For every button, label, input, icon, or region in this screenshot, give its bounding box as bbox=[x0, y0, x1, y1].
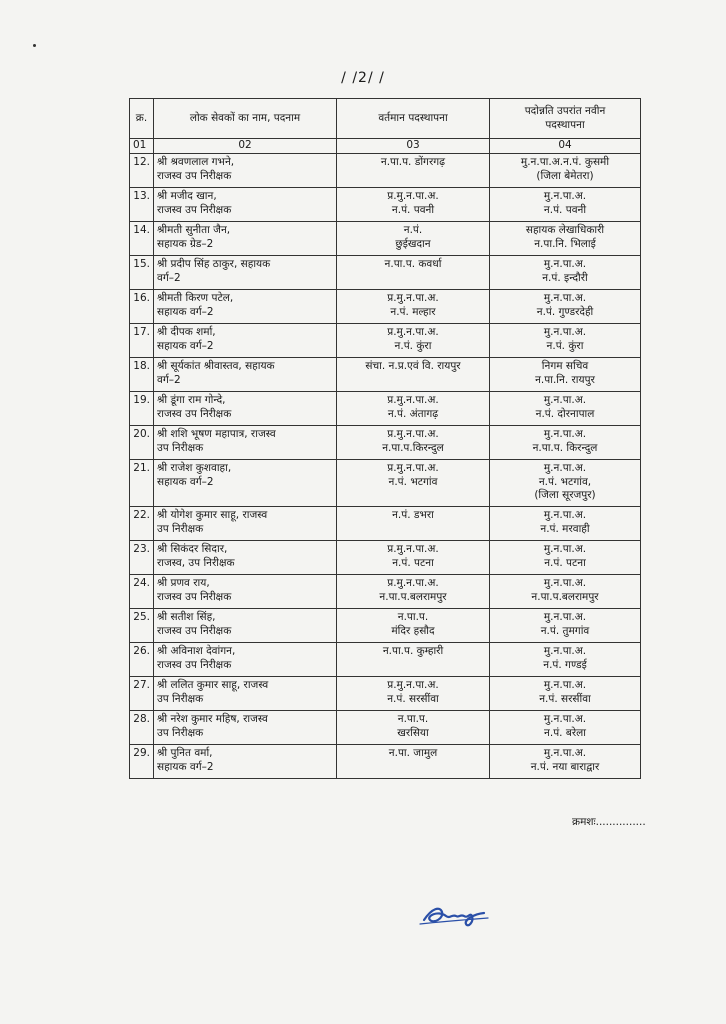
row-new-line: मु.न.पा.अ. bbox=[543, 394, 587, 406]
column-number-3: 03 bbox=[337, 139, 490, 154]
row-new-line: मु.न.पा.अ. bbox=[543, 679, 587, 691]
row-name-cell bbox=[154, 745, 337, 779]
row-name-line: श्री सिकंदर सिदार, bbox=[157, 543, 228, 555]
row-name-cell bbox=[154, 609, 337, 643]
row-new-cell bbox=[490, 677, 641, 711]
row-current-cell bbox=[337, 745, 490, 779]
row-name-line: श्री प्रणव राय, bbox=[157, 577, 210, 589]
column-number-row bbox=[130, 139, 641, 154]
table-row bbox=[130, 460, 641, 507]
row-serial: 21. bbox=[130, 460, 154, 507]
row-new-line: न.पं. सरसींवा bbox=[539, 692, 591, 705]
row-name-cell bbox=[154, 677, 337, 711]
row-name-line: श्री योगेश कुमार साहू, राजस्व bbox=[157, 509, 268, 521]
row-new-line: न.पं. गुण्डरदेही bbox=[536, 305, 594, 318]
row-new-line: निगम सचिव bbox=[541, 360, 589, 372]
row-current-cell bbox=[337, 256, 490, 290]
column-number-2: 02 bbox=[154, 139, 337, 154]
row-current-line: प्र.मु.न.पा.अ. bbox=[387, 577, 439, 589]
row-new-line: मु.न.पा.अ. bbox=[543, 747, 587, 759]
row-new-line: न.पं. भटगांव, bbox=[538, 475, 592, 488]
row-new-cell bbox=[490, 256, 641, 290]
row-current-line: न.पा.प. कुम्हारी bbox=[382, 645, 444, 657]
table-row bbox=[130, 541, 641, 575]
row-name-line: राजस्व उप निरीक्षक bbox=[157, 407, 232, 420]
row-name-line: श्रीमती सुनीता जैन, bbox=[157, 224, 231, 236]
table-row bbox=[130, 222, 641, 256]
row-current-line: प्र.मु.न.पा.अ. bbox=[387, 543, 439, 555]
row-current-line: प्र.मु.न.पा.अ. bbox=[387, 462, 439, 474]
row-current-line: प्र.मु.न.पा.अ. bbox=[387, 292, 439, 304]
table-row bbox=[130, 324, 641, 358]
row-current-line: न.पा.प. कवर्धा bbox=[384, 258, 442, 270]
header-new-line-2: पदस्थापना bbox=[545, 118, 585, 131]
row-name-line: राजस्व उप निरीक्षक bbox=[157, 658, 232, 671]
row-name-cell bbox=[154, 324, 337, 358]
row-name-line: सहायक वर्ग–2 bbox=[157, 475, 214, 488]
row-name-line: वर्ग–2 bbox=[157, 271, 181, 284]
row-new-line: न.पं. तुमगांव bbox=[540, 624, 590, 637]
row-new-cell bbox=[490, 575, 641, 609]
row-name-line: राजस्व, उप निरीक्षक bbox=[157, 556, 235, 569]
row-current-cell bbox=[337, 609, 490, 643]
row-current-cell bbox=[337, 154, 490, 188]
row-new-cell bbox=[490, 541, 641, 575]
continued-label: क्रमशः............... bbox=[572, 816, 646, 828]
row-current-line: न.पं. कुंरा bbox=[394, 339, 432, 352]
row-new-line: न.पं. गण्डई bbox=[543, 658, 587, 671]
row-current-cell bbox=[337, 324, 490, 358]
row-current-cell bbox=[337, 711, 490, 745]
row-name-line: राजस्व उप निरीक्षक bbox=[157, 203, 232, 216]
row-name-line: श्री दीपक शर्मा, bbox=[157, 326, 216, 338]
row-new-cell bbox=[490, 711, 641, 745]
row-new-cell bbox=[490, 745, 641, 779]
table-row bbox=[130, 609, 641, 643]
row-serial: 26. bbox=[130, 643, 154, 677]
row-current-line: न.पा.प.बलरामपुर bbox=[379, 590, 447, 603]
row-current-cell bbox=[337, 541, 490, 575]
row-new-cell bbox=[490, 324, 641, 358]
row-new-line: (जिला बेमेतरा) bbox=[536, 169, 594, 182]
row-name-cell bbox=[154, 154, 337, 188]
row-new-cell bbox=[490, 507, 641, 541]
row-current-line: प्र.मु.न.पा.अ. bbox=[387, 326, 439, 338]
row-name-cell bbox=[154, 541, 337, 575]
row-new-cell bbox=[490, 358, 641, 392]
row-name-line: राजस्व उप निरीक्षक bbox=[157, 624, 232, 637]
signature bbox=[418, 898, 490, 932]
row-name-line: श्री सतीश सिंह, bbox=[157, 611, 216, 623]
row-name-line: श्री डूंगा राम गोन्दे, bbox=[157, 394, 226, 406]
row-name-cell bbox=[154, 290, 337, 324]
row-current-line: न.पं. पवनी bbox=[391, 203, 435, 216]
row-new-line: न.पं. पवनी bbox=[543, 203, 587, 216]
row-name-line: उप निरीक्षक bbox=[157, 692, 204, 705]
row-serial: 17. bbox=[130, 324, 154, 358]
row-serial: 24. bbox=[130, 575, 154, 609]
row-new-line: न.पं. बरेला bbox=[544, 726, 586, 739]
row-new-line: न.पा.प.बलरामपुर bbox=[531, 590, 599, 603]
row-new-cell bbox=[490, 426, 641, 460]
row-name-line: उप निरीक्षक bbox=[157, 522, 204, 535]
row-new-line: न.पा.नि. भिलाई bbox=[534, 237, 596, 250]
row-current-cell bbox=[337, 575, 490, 609]
row-new-line: मु.न.पा.अ. bbox=[543, 577, 587, 589]
row-name-cell bbox=[154, 392, 337, 426]
row-new-line: मु.न.पा.अ. bbox=[543, 292, 587, 304]
row-name-cell bbox=[154, 188, 337, 222]
row-name-cell bbox=[154, 575, 337, 609]
header-new-line-1: पदोन्नति उपरांत नवीन bbox=[524, 105, 606, 117]
table-row bbox=[130, 507, 641, 541]
row-name-line: श्रीमती किरण पटेल, bbox=[157, 292, 234, 304]
row-serial: 28. bbox=[130, 711, 154, 745]
scan-speck bbox=[33, 44, 36, 47]
row-new-cell bbox=[490, 222, 641, 256]
row-name-cell bbox=[154, 426, 337, 460]
row-serial: 15. bbox=[130, 256, 154, 290]
row-current-cell bbox=[337, 426, 490, 460]
header-current-posting: वर्तमान पदस्थापना bbox=[337, 99, 490, 139]
row-new-line: मु.न.पा.अ. bbox=[543, 543, 587, 555]
row-name-line: श्री पुनित वर्मा, bbox=[157, 747, 213, 759]
row-name-line: श्री शशि भूषण महापात्र, राजस्व bbox=[157, 428, 276, 440]
row-current-line: खरसिया bbox=[397, 726, 429, 739]
row-current-line: न.पा.प. डोंगरगढ़ bbox=[380, 156, 446, 168]
row-current-cell bbox=[337, 222, 490, 256]
row-name-line: श्री सूर्यकांत श्रीवास्तव, सहायक bbox=[157, 360, 275, 372]
row-new-cell bbox=[490, 460, 641, 507]
row-new-line: न.पा.प. किरन्दुल bbox=[532, 441, 598, 454]
row-current-line: न.पं. bbox=[403, 224, 423, 236]
row-name-line: सहायक वर्ग–2 bbox=[157, 760, 214, 773]
table-row bbox=[130, 711, 641, 745]
table-row bbox=[130, 643, 641, 677]
row-new-cell bbox=[490, 154, 641, 188]
row-new-cell bbox=[490, 643, 641, 677]
row-name-line: श्री नरेश कुमार महिष, राजस्व bbox=[157, 713, 268, 725]
row-new-line: मु.न.पा.अ.न.पं. कुसमी bbox=[520, 156, 610, 168]
row-current-cell bbox=[337, 188, 490, 222]
row-current-line: न.पा.प. bbox=[397, 713, 429, 725]
row-new-line: न.पा.नि. रायपुर bbox=[535, 373, 595, 386]
row-new-line: मु.न.पा.अ. bbox=[543, 611, 587, 623]
row-current-line: न.पं. भटगांव bbox=[388, 475, 438, 488]
row-new-line: न.पं. पटना bbox=[544, 556, 586, 569]
row-new-line: मु.न.पा.अ. bbox=[543, 509, 587, 521]
row-current-line: संचा. न.प्र.एवं वि. रायपुर bbox=[365, 360, 461, 372]
header-serial: क्र. bbox=[130, 99, 154, 139]
row-current-cell bbox=[337, 507, 490, 541]
table-row bbox=[130, 358, 641, 392]
row-name-cell bbox=[154, 643, 337, 677]
row-current-cell bbox=[337, 392, 490, 426]
row-current-line: न.पा.प.किरन्दुल bbox=[382, 441, 444, 454]
row-name-cell bbox=[154, 222, 337, 256]
row-serial: 12. bbox=[130, 154, 154, 188]
row-name-cell bbox=[154, 256, 337, 290]
row-new-line: मु.न.पा.अ. bbox=[543, 462, 587, 474]
table-row bbox=[130, 188, 641, 222]
table-row bbox=[130, 256, 641, 290]
row-name-line: उप निरीक्षक bbox=[157, 726, 204, 739]
row-serial: 19. bbox=[130, 392, 154, 426]
row-name-line: राजस्व उप निरीक्षक bbox=[157, 590, 232, 603]
row-new-line: न.पं. दोरनापाल bbox=[535, 407, 595, 420]
row-new-cell bbox=[490, 188, 641, 222]
row-current-line: न.पं. सरसींवा bbox=[387, 692, 439, 705]
row-current-cell bbox=[337, 460, 490, 507]
transfer-table bbox=[129, 98, 641, 779]
row-name-cell bbox=[154, 507, 337, 541]
row-new-line: सहायक लेखाधिकारी bbox=[525, 224, 605, 236]
table-row bbox=[130, 575, 641, 609]
row-current-line: मंदिर हसौद bbox=[391, 624, 435, 637]
row-current-line: प्र.मु.न.पा.अ. bbox=[387, 190, 439, 202]
row-new-line: न.पं. इन्दौरी bbox=[542, 271, 588, 284]
row-current-line: न.पं. अंतागढ़ bbox=[387, 407, 439, 420]
table-row bbox=[130, 745, 641, 779]
row-current-line: प्र.मु.न.पा.अ. bbox=[387, 679, 439, 691]
column-number-4: 04 bbox=[490, 139, 641, 154]
row-name-line: श्री ललित कुमार साहू, राजस्व bbox=[157, 679, 269, 691]
row-serial: 16. bbox=[130, 290, 154, 324]
column-number-1: 01 bbox=[130, 139, 154, 154]
row-name-cell bbox=[154, 460, 337, 507]
row-new-line: न.पं. नया बाराद्वार bbox=[530, 760, 600, 773]
row-current-line: न.पं. पटना bbox=[392, 556, 434, 569]
row-new-line: (जिला सूरजपुर) bbox=[534, 489, 596, 501]
row-current-line: न.पं. मल्हार bbox=[390, 305, 436, 318]
row-name-line: श्री मजीद खान, bbox=[157, 190, 217, 202]
table-row bbox=[130, 426, 641, 460]
header-name: लोक सेवकों का नाम, पदनाम bbox=[154, 99, 337, 139]
row-name-line: श्री अविनाश देवांगन, bbox=[157, 645, 236, 657]
row-name-cell bbox=[154, 711, 337, 745]
row-new-line: मु.न.पा.अ. bbox=[543, 258, 587, 270]
row-new-line: न.पं. कुंरा bbox=[546, 339, 584, 352]
row-new-line: न.पं. मरवाही bbox=[540, 522, 590, 535]
table-body bbox=[130, 154, 641, 779]
row-name-line: श्री प्रदीप सिंह ठाकुर, सहायक bbox=[157, 258, 271, 270]
row-name-cell bbox=[154, 358, 337, 392]
row-current-cell bbox=[337, 290, 490, 324]
row-current-line: प्र.मु.न.पा.अ. bbox=[387, 394, 439, 406]
table-row bbox=[130, 392, 641, 426]
page-number: / /2/ / bbox=[341, 70, 385, 86]
row-new-line: मु.न.पा.अ. bbox=[543, 428, 587, 440]
row-name-line: श्री श्रवणलाल गभने, bbox=[157, 156, 235, 168]
row-current-line: न.पा.प. bbox=[397, 611, 429, 623]
row-new-line: मु.न.पा.अ. bbox=[543, 645, 587, 657]
row-new-cell bbox=[490, 392, 641, 426]
row-name-line: वर्ग–2 bbox=[157, 373, 181, 386]
table-row bbox=[130, 290, 641, 324]
row-serial: 14. bbox=[130, 222, 154, 256]
row-serial: 20. bbox=[130, 426, 154, 460]
row-current-line: न.पा. जामुल bbox=[388, 747, 438, 759]
row-current-line: छुईखदान bbox=[395, 237, 431, 250]
row-current-cell bbox=[337, 643, 490, 677]
row-serial: 18. bbox=[130, 358, 154, 392]
row-serial: 27. bbox=[130, 677, 154, 711]
row-name-line: श्री राजेश कुशवाहा, bbox=[157, 462, 232, 474]
row-new-cell bbox=[490, 609, 641, 643]
row-serial: 22. bbox=[130, 507, 154, 541]
row-current-cell bbox=[337, 677, 490, 711]
header-row bbox=[130, 99, 641, 139]
row-current-line: प्र.मु.न.पा.अ. bbox=[387, 428, 439, 440]
row-serial: 29. bbox=[130, 745, 154, 779]
row-serial: 25. bbox=[130, 609, 154, 643]
row-name-line: सहायक ग्रेड–2 bbox=[157, 237, 214, 250]
row-name-line: सहायक वर्ग–2 bbox=[157, 305, 214, 318]
row-new-line: मु.न.पा.अ. bbox=[543, 190, 587, 202]
row-serial: 13. bbox=[130, 188, 154, 222]
row-new-line: मु.न.पा.अ. bbox=[543, 713, 587, 725]
table-row bbox=[130, 154, 641, 188]
row-current-cell bbox=[337, 358, 490, 392]
row-name-line: उप निरीक्षक bbox=[157, 441, 204, 454]
row-serial: 23. bbox=[130, 541, 154, 575]
row-new-line: मु.न.पा.अ. bbox=[543, 326, 587, 338]
row-new-cell bbox=[490, 290, 641, 324]
table-row bbox=[130, 677, 641, 711]
header-new-posting bbox=[490, 99, 641, 139]
row-name-line: सहायक वर्ग–2 bbox=[157, 339, 214, 352]
row-name-line: राजस्व उप निरीक्षक bbox=[157, 169, 232, 182]
row-current-line: न.पं. डभरा bbox=[392, 509, 434, 521]
